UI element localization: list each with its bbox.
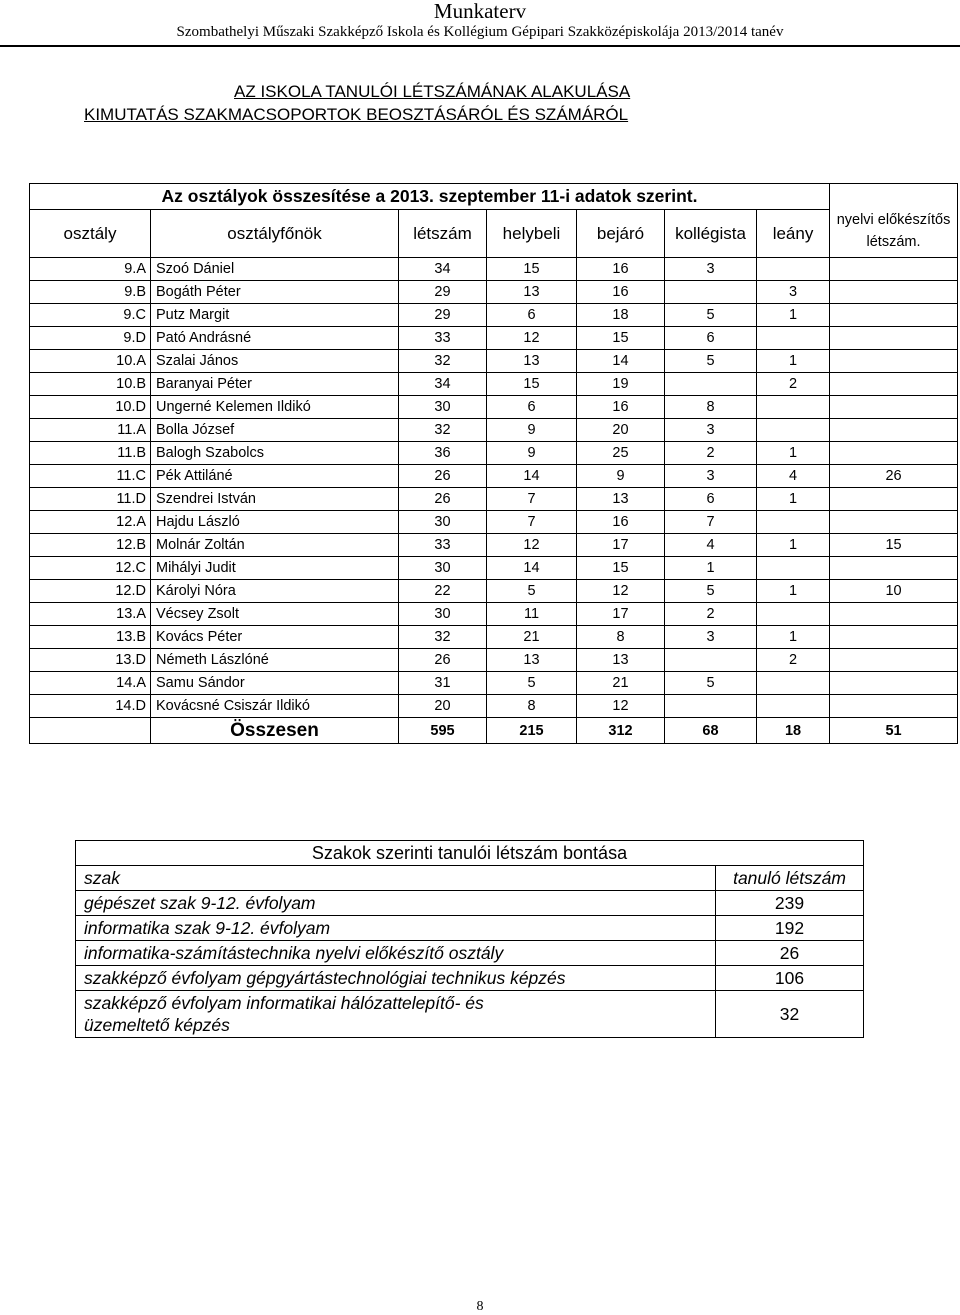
cell-letszam: 32: [399, 419, 487, 442]
cell-leany: 1: [757, 580, 830, 603]
cell-leany: 1: [757, 304, 830, 327]
cell-letszam: 26: [399, 649, 487, 672]
cell-leany: [757, 258, 830, 281]
cell-leany: [757, 419, 830, 442]
cell-leany: 3: [757, 281, 830, 304]
cell-letszam: 29: [399, 281, 487, 304]
header-leany: leány: [757, 210, 830, 258]
table-row: [30, 281, 958, 304]
szak-name: informatika szak 9-12. évfolyam: [76, 916, 716, 941]
cell-osztalyfonok: Baranyai Péter: [151, 373, 399, 396]
cell-nyelvi: [830, 488, 958, 511]
table-row: [30, 488, 958, 511]
table-row: [30, 327, 958, 350]
cell-osztalyfonok: Szalai János: [151, 350, 399, 373]
cell-letszam: 34: [399, 258, 487, 281]
cell-kollegista: [665, 695, 757, 718]
szak-caption-row: [76, 841, 864, 866]
table-row: [30, 672, 958, 695]
table-row: [30, 557, 958, 580]
cell-osztalyfonok: Kovácsné Csiszár Ildikó: [151, 695, 399, 718]
cell-letszam: 31: [399, 672, 487, 695]
cell-bejaro: 17: [577, 603, 665, 626]
cell-helybeli: 9: [487, 442, 577, 465]
cell-helybeli: 13: [487, 649, 577, 672]
cell-bejaro: 14: [577, 350, 665, 373]
cell-nyelvi: [830, 649, 958, 672]
cell-nyelvi: [830, 327, 958, 350]
cell-kollegista: [665, 281, 757, 304]
cell-helybeli: 12: [487, 327, 577, 350]
cell-bejaro: 8: [577, 626, 665, 649]
classes-summary-table: [29, 183, 958, 744]
cell-helybeli: 7: [487, 511, 577, 534]
cell-letszam: 20: [399, 695, 487, 718]
cell-osztalyfonok: Balogh Szabolcs: [151, 442, 399, 465]
cell-leany: [757, 396, 830, 419]
cell-osztaly: 11.D: [30, 488, 151, 511]
table-row: [30, 534, 958, 557]
cell-letszam: 30: [399, 603, 487, 626]
cell-leany: 2: [757, 373, 830, 396]
cell-bejaro: 16: [577, 396, 665, 419]
cell-bejaro: 13: [577, 649, 665, 672]
cell-osztaly: 13.B: [30, 626, 151, 649]
cell-letszam: 33: [399, 327, 487, 350]
cell-osztaly: 10.D: [30, 396, 151, 419]
cell-osztalyfonok: Vécsey Zsolt: [151, 603, 399, 626]
cell-kollegista: 5: [665, 580, 757, 603]
cell-kollegista: 3: [665, 626, 757, 649]
cell-osztalyfonok: Bolla József: [151, 419, 399, 442]
cell-letszam: 32: [399, 626, 487, 649]
szak-name: szakképző évfolyam informatikai hálózattelepítő- és üzemeltető képzés: [76, 991, 716, 1038]
szak-caption: Szakok szerinti tanulói létszám bontása: [76, 841, 864, 866]
cell-osztalyfonok: Molnár Zoltán: [151, 534, 399, 557]
total-empty-cell: [30, 718, 151, 744]
cell-osztaly: 11.C: [30, 465, 151, 488]
cell-letszam: 30: [399, 511, 487, 534]
cell-letszam: 34: [399, 373, 487, 396]
cell-bejaro: 25: [577, 442, 665, 465]
cell-letszam: 26: [399, 488, 487, 511]
header-subtitle: Szombathelyi Műszaki Szakképző Iskola és Kollégium Gépipari Szakközépiskolája 2013/2014 tanév: [176, 24, 784, 40]
cell-letszam: 30: [399, 557, 487, 580]
cell-osztaly: 13.D: [30, 649, 151, 672]
total-bejaro: 312: [577, 718, 665, 744]
cell-helybeli: 15: [487, 373, 577, 396]
szak-breakdown-table: [75, 840, 864, 1038]
cell-kollegista: 5: [665, 304, 757, 327]
cell-leany: [757, 511, 830, 534]
cell-leany: [757, 695, 830, 718]
szak-row: [76, 916, 864, 941]
table-row: [30, 695, 958, 718]
szak-name: szakképző évfolyam gépgyártástechnológiai technikus képzés: [76, 966, 716, 991]
cell-helybeli: 13: [487, 350, 577, 373]
header-osztaly: osztály: [30, 210, 151, 258]
szak-header-left: szak: [76, 866, 716, 891]
cell-leany: [757, 557, 830, 580]
cell-nyelvi: [830, 626, 958, 649]
cell-bejaro: 16: [577, 258, 665, 281]
cell-kollegista: 2: [665, 442, 757, 465]
cell-leany: [757, 603, 830, 626]
table-caption: Az osztályok összesítése a 2013. szeptember 11-i adatok szerint.: [30, 184, 830, 210]
cell-leany: 1: [757, 488, 830, 511]
cell-nyelvi: [830, 373, 958, 396]
cell-nyelvi: [830, 442, 958, 465]
cell-helybeli: 6: [487, 396, 577, 419]
table-row: [30, 649, 958, 672]
cell-kollegista: 6: [665, 327, 757, 350]
cell-osztalyfonok: Károlyi Nóra: [151, 580, 399, 603]
cell-leany: 1: [757, 350, 830, 373]
cell-osztalyfonok: Németh Lászlóné: [151, 649, 399, 672]
cell-helybeli: 14: [487, 465, 577, 488]
cell-letszam: 29: [399, 304, 487, 327]
page-number: 8: [476, 1299, 484, 1314]
cell-bejaro: 15: [577, 557, 665, 580]
szak-count: 192: [716, 916, 864, 941]
cell-kollegista: 3: [665, 465, 757, 488]
cell-nyelvi: [830, 258, 958, 281]
cell-kollegista: 3: [665, 419, 757, 442]
table-row: [30, 350, 958, 373]
cell-osztalyfonok: Hajdu László: [151, 511, 399, 534]
total-label: Összesen: [151, 718, 399, 744]
header-nyelvi-text: nyelvi előkészítős létszám.: [836, 212, 951, 250]
szak-row: [76, 891, 864, 916]
cell-osztalyfonok: Bogáth Péter: [151, 281, 399, 304]
cell-osztaly: 12.D: [30, 580, 151, 603]
table-row: [30, 580, 958, 603]
cell-letszam: 22: [399, 580, 487, 603]
cell-nyelvi: [830, 511, 958, 534]
szak-count: 26: [716, 941, 864, 966]
table-row: [30, 626, 958, 649]
header-nyelvi: [830, 184, 958, 258]
cell-osztaly: 11.B: [30, 442, 151, 465]
cell-helybeli: 21: [487, 626, 577, 649]
cell-leany: 1: [757, 442, 830, 465]
cell-helybeli: 13: [487, 281, 577, 304]
cell-nyelvi: [830, 304, 958, 327]
cell-helybeli: 12: [487, 534, 577, 557]
cell-osztaly: 14.D: [30, 695, 151, 718]
cell-nyelvi: 26: [830, 465, 958, 488]
cell-nyelvi: [830, 557, 958, 580]
cell-leany: [757, 327, 830, 350]
cell-kollegista: 5: [665, 672, 757, 695]
cell-osztalyfonok: Pék Attiláné: [151, 465, 399, 488]
cell-osztaly: 9.C: [30, 304, 151, 327]
cell-kollegista: 6: [665, 488, 757, 511]
cell-bejaro: 18: [577, 304, 665, 327]
cell-osztaly: 12.C: [30, 557, 151, 580]
cell-nyelvi: [830, 695, 958, 718]
szak-header-row: [76, 866, 864, 891]
table-row: [30, 442, 958, 465]
cell-helybeli: 7: [487, 488, 577, 511]
cell-nyelvi: [830, 396, 958, 419]
cell-leany: 1: [757, 626, 830, 649]
cell-helybeli: 6: [487, 304, 577, 327]
cell-osztalyfonok: Mihályi Judit: [151, 557, 399, 580]
table-row: [30, 373, 958, 396]
cell-osztaly: 11.A: [30, 419, 151, 442]
cell-helybeli: 9: [487, 419, 577, 442]
szak-count: 32: [716, 991, 864, 1038]
total-kollegista: 68: [665, 718, 757, 744]
header-osztalyfonok: osztályfőnök: [151, 210, 399, 258]
cell-helybeli: 5: [487, 672, 577, 695]
table-row: [30, 258, 958, 281]
cell-letszam: 36: [399, 442, 487, 465]
cell-leany: 2: [757, 649, 830, 672]
szak-row: [76, 991, 864, 1038]
total-helybeli: 215: [487, 718, 577, 744]
table-row: [30, 511, 958, 534]
table-row: [30, 396, 958, 419]
cell-kollegista: 2: [665, 603, 757, 626]
cell-osztaly: 9.B: [30, 281, 151, 304]
cell-bejaro: 19: [577, 373, 665, 396]
cell-bejaro: 20: [577, 419, 665, 442]
cell-helybeli: 11: [487, 603, 577, 626]
cell-osztalyfonok: Ungerné Kelemen Ildikó: [151, 396, 399, 419]
header-row: [30, 210, 958, 258]
cell-bejaro: 16: [577, 511, 665, 534]
cell-letszam: 32: [399, 350, 487, 373]
szak-count: 106: [716, 966, 864, 991]
cell-osztaly: 10.A: [30, 350, 151, 373]
cell-nyelvi: 15: [830, 534, 958, 557]
section-title-2: KIMUTATÁS SZAKMACSOPORTOK BEOSZTÁSÁRÓL ÉS SZÁMÁRÓL: [84, 105, 629, 124]
cell-osztalyfonok: Kovács Péter: [151, 626, 399, 649]
cell-osztaly: 13.A: [30, 603, 151, 626]
page-header: [0, 0, 960, 41]
total-leany: 18: [757, 718, 830, 744]
cell-kollegista: 4: [665, 534, 757, 557]
cell-osztalyfonok: Szendrei István: [151, 488, 399, 511]
table-row: [30, 465, 958, 488]
cell-bejaro: 12: [577, 580, 665, 603]
cell-helybeli: 15: [487, 258, 577, 281]
cell-nyelvi: [830, 419, 958, 442]
cell-leany: [757, 672, 830, 695]
cell-letszam: 26: [399, 465, 487, 488]
cell-nyelvi: [830, 672, 958, 695]
cell-osztaly: 14.A: [30, 672, 151, 695]
cell-nyelvi: [830, 350, 958, 373]
cell-osztalyfonok: Samu Sándor: [151, 672, 399, 695]
szak-name: gépészet szak 9-12. évfolyam: [76, 891, 716, 916]
szak-row: [76, 966, 864, 991]
cell-bejaro: 21: [577, 672, 665, 695]
table-row: [30, 419, 958, 442]
cell-bejaro: 13: [577, 488, 665, 511]
cell-osztaly: 9.D: [30, 327, 151, 350]
cell-leany: 1: [757, 534, 830, 557]
cell-kollegista: 7: [665, 511, 757, 534]
cell-leany: 4: [757, 465, 830, 488]
cell-osztalyfonok: Pató Andrásné: [151, 327, 399, 350]
cell-bejaro: 16: [577, 281, 665, 304]
cell-osztaly: 12.B: [30, 534, 151, 557]
szak-row: [76, 941, 864, 966]
cell-kollegista: [665, 649, 757, 672]
cell-osztaly: 10.B: [30, 373, 151, 396]
szak-header-right: tanuló létszám: [716, 866, 864, 891]
cell-kollegista: [665, 373, 757, 396]
cell-nyelvi: 10: [830, 580, 958, 603]
cell-bejaro: 17: [577, 534, 665, 557]
cell-helybeli: 14: [487, 557, 577, 580]
table-row: [30, 304, 958, 327]
cell-osztalyfonok: Putz Margit: [151, 304, 399, 327]
szak-name: informatika-számítástechnika nyelvi előkészítő osztály: [76, 941, 716, 966]
cell-kollegista: 8: [665, 396, 757, 419]
total-letszam: 595: [399, 718, 487, 744]
header-letszam: létszám: [399, 210, 487, 258]
cell-bejaro: 12: [577, 695, 665, 718]
szak-count: 239: [716, 891, 864, 916]
cell-osztaly: 12.A: [30, 511, 151, 534]
cell-osztaly: 9.A: [30, 258, 151, 281]
cell-nyelvi: [830, 281, 958, 304]
cell-helybeli: 5: [487, 580, 577, 603]
cell-bejaro: 9: [577, 465, 665, 488]
cell-bejaro: 15: [577, 327, 665, 350]
cell-osztalyfonok: Szoó Dániel: [151, 258, 399, 281]
table-row: [30, 603, 958, 626]
header-divider: [0, 45, 960, 47]
header-kollegista: kollégista: [665, 210, 757, 258]
section-title-1: AZ ISKOLA TANULÓI LÉTSZÁMÁNAK ALAKULÁSA: [234, 82, 631, 101]
cell-nyelvi: [830, 603, 958, 626]
cell-letszam: 33: [399, 534, 487, 557]
cell-kollegista: 1: [665, 557, 757, 580]
header-helybeli: helybeli: [487, 210, 577, 258]
cell-kollegista: 3: [665, 258, 757, 281]
total-nyelvi: 51: [830, 718, 958, 744]
caption-row: [30, 184, 958, 210]
header-title: Munkaterv: [433, 0, 527, 23]
header-bejaro: bejáró: [577, 210, 665, 258]
cell-kollegista: 5: [665, 350, 757, 373]
cell-helybeli: 8: [487, 695, 577, 718]
total-row: [30, 718, 958, 744]
cell-letszam: 30: [399, 396, 487, 419]
